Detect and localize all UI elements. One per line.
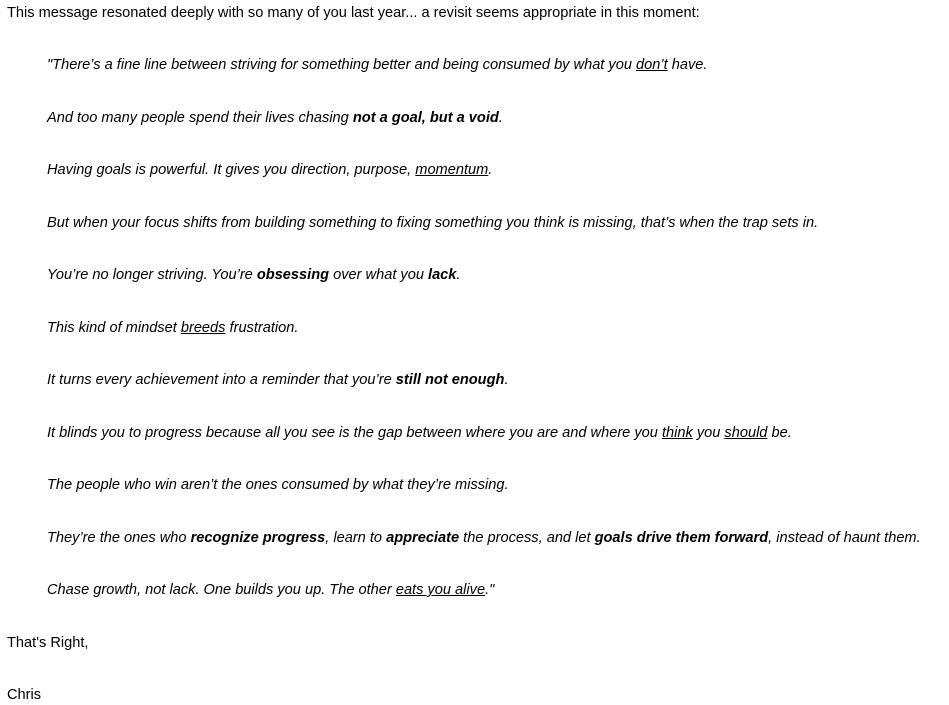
signoff-text: That's Right, xyxy=(7,635,89,651)
text: The people who win aren’t the ones consumed by what they’re missing. xyxy=(47,477,509,493)
quote-paragraph-1 xyxy=(47,56,707,74)
bold-text: goals drive them forward xyxy=(594,530,769,546)
text: You’re no longer striving. You’re xyxy=(47,267,257,283)
quote-paragraph-7 xyxy=(47,371,509,389)
underlined-text: eats you alive xyxy=(395,582,486,598)
text: But when your focus shifts from building something to fixing something you think is missing, that’s when the trap sets in. xyxy=(47,215,819,231)
underlined-text: don’t xyxy=(636,57,668,73)
text: "There’s a fine line between striving for something better and being consumed by what you xyxy=(47,57,637,73)
intro-text: This message resonated deeply with so many of you last year... a revisit seems appropriate in this moment: xyxy=(7,5,700,21)
text: . xyxy=(504,372,509,388)
quote-paragraph-10 xyxy=(47,529,921,547)
text: have. xyxy=(667,57,708,73)
text: , instead of haunt them. xyxy=(768,530,921,546)
quote-paragraph-2 xyxy=(47,109,503,127)
quote-paragraph-4 xyxy=(47,214,818,232)
quote-paragraph-3 xyxy=(47,161,492,179)
text: This kind of mindset xyxy=(47,320,181,336)
text: over what you xyxy=(329,267,429,283)
text: It turns every achievement into a reminder that you’re xyxy=(47,372,396,388)
text: Having goals is powerful. It gives you direction, purpose, xyxy=(47,162,416,178)
text: you xyxy=(692,425,725,441)
text: frustration. xyxy=(225,320,299,336)
bold-text: appreciate xyxy=(386,530,460,546)
text: And too many people spend their lives chasing xyxy=(47,110,353,126)
text: ." xyxy=(485,582,495,598)
quote-paragraph-6 xyxy=(47,319,298,337)
bold-text: recognize progress xyxy=(190,530,326,546)
underlined-text: think xyxy=(661,425,693,441)
text: . xyxy=(488,162,493,178)
quote-paragraph-9 xyxy=(47,476,509,494)
text: They’re the ones who xyxy=(47,530,191,546)
text: , learn to xyxy=(325,530,387,546)
text: be. xyxy=(767,425,792,441)
bold-text: obsessing xyxy=(256,267,330,283)
underlined-text: should xyxy=(724,425,768,441)
underlined-text: breeds xyxy=(180,320,226,336)
text: the process, and let xyxy=(459,530,595,546)
text: . xyxy=(498,110,503,126)
quote-paragraph-11 xyxy=(47,581,494,599)
signature-name: Chris xyxy=(7,687,42,703)
text: . xyxy=(456,267,461,283)
text: Chase growth, not lack. One builds you up. The other xyxy=(47,582,396,598)
bold-text: lack xyxy=(428,267,457,283)
bold-text: not a goal, but a void xyxy=(352,110,499,126)
underlined-text: momentum xyxy=(415,162,489,178)
text: It blinds you to progress because all you see is the gap between where you are and where you xyxy=(47,425,662,441)
quote-paragraph-8 xyxy=(47,424,792,442)
bold-text: still not enough xyxy=(395,372,505,388)
quote-paragraph-5 xyxy=(47,266,460,284)
